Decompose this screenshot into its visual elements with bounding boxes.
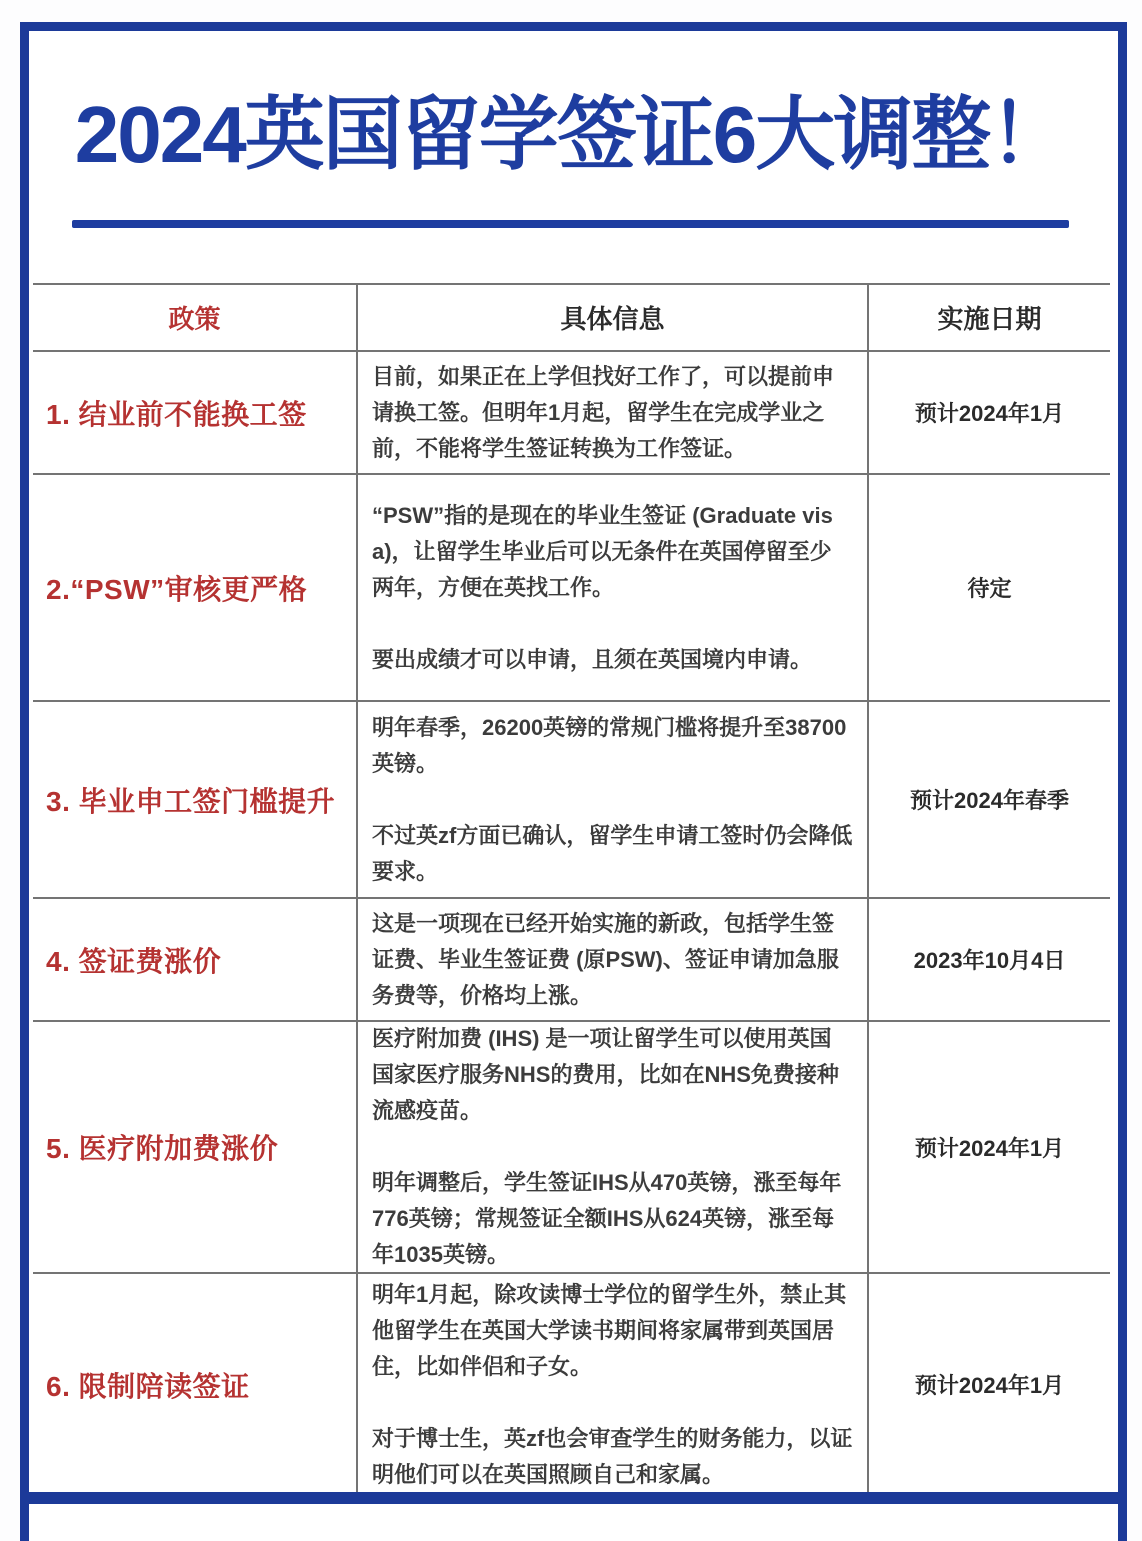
policy-cell-5: 5. 医疗附加费涨价 <box>33 1022 356 1274</box>
details-paragraph: 不过英zf方面已确认，留学生申请工签时仍会降低要求。 <box>372 822 853 884</box>
details-paragraph: 明年调整后，学生签证IHS从470英镑，涨至每年776英镑；常规签证全额IHS从624英镑，涨至每年1035英镑。 <box>372 1170 842 1267</box>
column-header-details: 具体信息 <box>356 285 869 352</box>
date-cell-4: 2023年10月4日 <box>869 899 1110 1022</box>
details-cell-4 <box>356 899 869 1022</box>
details-paragraph: 对于博士生，英zf也会审查学生的财务能力，以证明他们可以在英国照顾自己和家属。 <box>372 1425 853 1487</box>
policy-cell-6: 6. 限制陪读签证 <box>46 1370 250 1402</box>
date-cell-5: 预计2024年1月 <box>869 1022 1110 1274</box>
details-cell-3 <box>356 702 869 899</box>
page-title: 2024英国留学签证6大调整！ <box>74 90 1068 179</box>
details-paragraph: 这是一项现在已经开始实施的新政，包括学生签证费、毕业生签证费 (原PSW)、签证申请加急服务费等，价格均上涨。 <box>372 910 839 1008</box>
details-paragraph: “PSW”指的是现在的毕业生签证 (Graduate visa)，让留学生毕业后可以无条件在英国停留至少两年，方便在英找工作。 <box>372 502 833 600</box>
column-header-policy: 政策 <box>33 285 356 352</box>
policy-cell-1: 1. 结业前不能换工签 <box>33 352 356 475</box>
date-cell-2: 待定 <box>869 475 1110 702</box>
policy-cell-2: 2.“PSW”审核更严格 <box>33 475 356 702</box>
date-cell-6: 预计2024年1月 <box>914 1373 1065 1398</box>
details-paragraph: 目前，如果正在上学但找好工作了，可以提前申请换工签。但明年1月起，留学生在完成学业之前，不能将学生签证转换为工作签证。 <box>372 363 835 461</box>
policy-cell-3: 3. 毕业申工签门槛提升 <box>33 702 356 899</box>
details-cell-1 <box>356 352 869 475</box>
table-bottom-rule <box>20 1492 1119 1504</box>
details-cell-2 <box>356 475 869 702</box>
visa-policy-table <box>33 283 1110 1495</box>
title-underline-rule <box>72 220 1069 228</box>
date-cell-1: 预计2024年1月 <box>869 352 1110 475</box>
column-header-date: 实施日期 <box>869 285 1110 352</box>
date-cell-3: 预计2024年春季 <box>869 702 1110 899</box>
policy-cell-4: 4. 签证费涨价 <box>33 899 356 1022</box>
details-cell-5 <box>356 1022 869 1274</box>
details-paragraph: 明年春季，26200英镑的常规门槛将提升至38700英镑。 <box>372 714 847 776</box>
details-paragraph: 要出成绩才可以申请，且须在英国境内申请。 <box>372 646 813 672</box>
details-cell-6 <box>356 1274 869 1495</box>
details-paragraph: 医疗附加费 (IHS) 是一项让留学生可以使用英国国家医疗服务NHS的费用，比如在NHS免费接种流感疫苗。 <box>372 1026 839 1123</box>
details-paragraph: 明年1月起，除攻读博士学位的留学生外，禁止其他留学生在英国大学读书期间将家属带到英国居住，比如伴侣和子女。 <box>372 1281 847 1379</box>
